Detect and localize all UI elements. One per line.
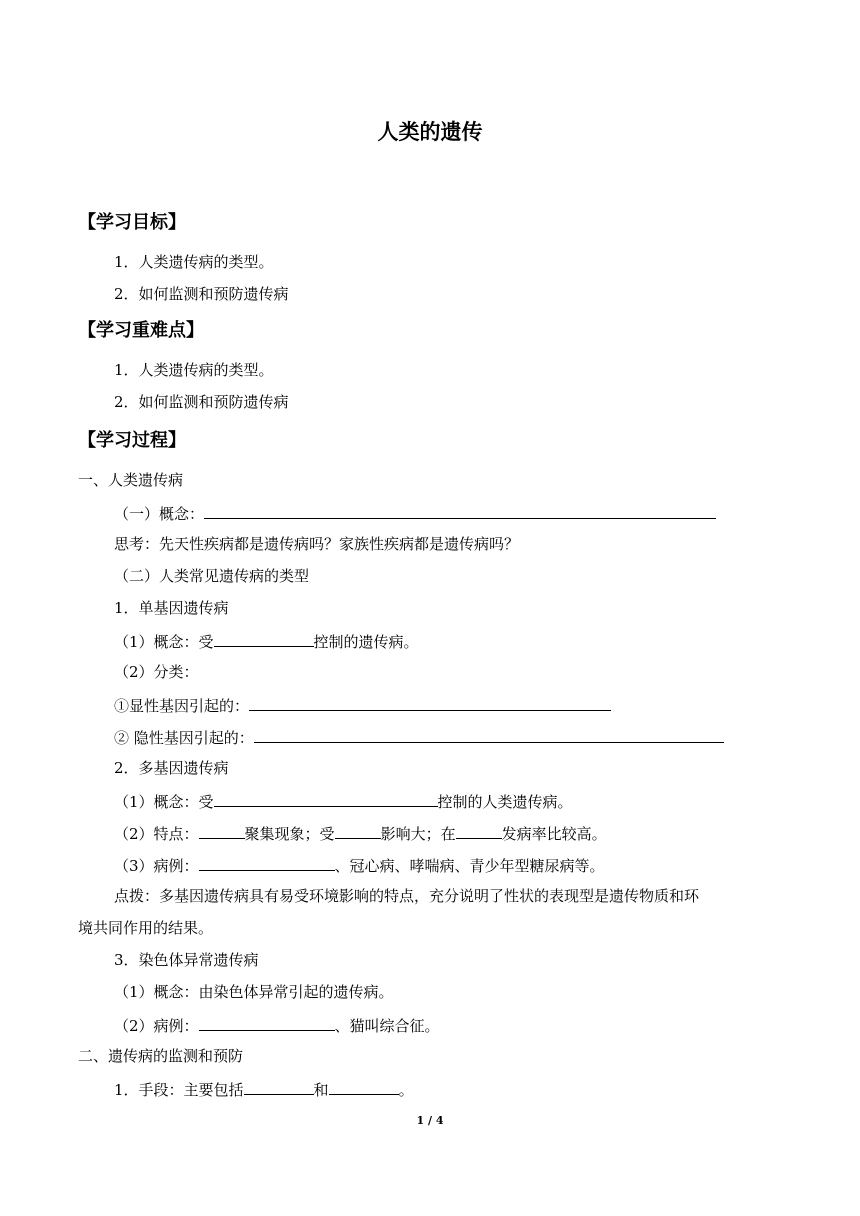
text-span: （2）病例： [114,1017,199,1035]
section-heading-key-points: 【学习重难点】 [78,320,204,341]
text-span: 发病率比较高。 [501,825,607,843]
features-line [114,822,607,844]
section-heading-process: 【学习过程】 [78,430,186,451]
key-point-item: 1．人类遗传病的类型。 [114,361,274,379]
text-span: 。 [398,1081,414,1099]
text-span: 聚集现象；受 [244,825,335,843]
goal-item: 1．人类遗传病的类型。 [114,253,274,271]
subheading-types: （二）人类常见遗传病的类型 [114,567,310,585]
means-line [114,1078,414,1100]
text-span: 影响大；在 [380,825,456,843]
fill-blank[interactable] [199,854,335,871]
tip-line: 点拨：多基因遗传病具有易受环境影响的特点，充分说明了性状的表现型是遗传物质和环 [114,887,700,905]
fill-blank[interactable] [244,1078,314,1095]
concept-line [114,502,716,524]
text-span: 和 [313,1081,329,1099]
classification-label: （2）分类： [114,663,199,681]
fill-blank[interactable] [199,1014,335,1031]
fill-blank[interactable] [329,1078,399,1095]
dominant-line [114,694,611,716]
think-line: 思考：先天性疾病都是遗传病吗？家族性疾病都是遗传病吗？ [114,535,520,553]
text-span: 1．手段：主要包括 [114,1081,244,1099]
fill-blank[interactable] [249,694,611,711]
text-span: 控制的人类遗传病。 [437,793,573,811]
text-span: ①显性基因引起的： [114,697,250,715]
section-heading-goals: 【学习目标】 [78,212,186,233]
text-span: 、猫叫综合征。 [334,1017,440,1035]
heading-2: 二、遗传病的监测和预防 [78,1047,244,1065]
goal-item: 2．如何监测和预防遗传病 [114,285,289,303]
fill-blank[interactable] [204,502,716,519]
examples-line [114,854,605,876]
item-multi-gene: 2．多基因遗传病 [114,759,229,777]
text-span: （3）病例： [114,857,199,875]
single-gene-concept [114,630,419,652]
key-point-item: 2．如何监测和预防遗传病 [114,393,289,411]
text-span: ② 隐性基因引起的： [114,729,254,747]
recessive-line [114,726,724,748]
page-number: 1 / 4 [416,1114,444,1127]
fill-blank[interactable] [254,726,724,743]
text-span: 控制的遗传病。 [313,633,419,651]
text-span: （1）概念：受 [114,793,214,811]
fill-blank[interactable] [214,790,438,807]
text-span: （2）特点： [114,825,199,843]
item-chromosome: 3．染色体异常遗传病 [114,951,259,969]
fill-blank[interactable] [335,822,381,839]
fill-blank[interactable] [199,822,245,839]
page-title: 人类的遗传 [377,120,483,144]
tip-line-cont: 境共同作用的结果。 [78,919,214,937]
chromosome-concept: （1）概念：由染色体异常引起的遗传病。 [114,983,394,1001]
heading-1: 一、人类遗传病 [78,471,184,489]
fill-blank[interactable] [456,822,502,839]
multi-gene-concept [114,790,573,812]
item-single-gene: 1．单基因遗传病 [114,599,229,617]
text-span: 、冠心病、哮喘病、青少年型糖尿病等。 [334,857,605,875]
text-span: （1）概念：受 [114,633,214,651]
chromosome-examples [114,1014,440,1036]
fill-blank[interactable] [214,630,314,647]
concept-label: （一）概念： [114,505,205,523]
